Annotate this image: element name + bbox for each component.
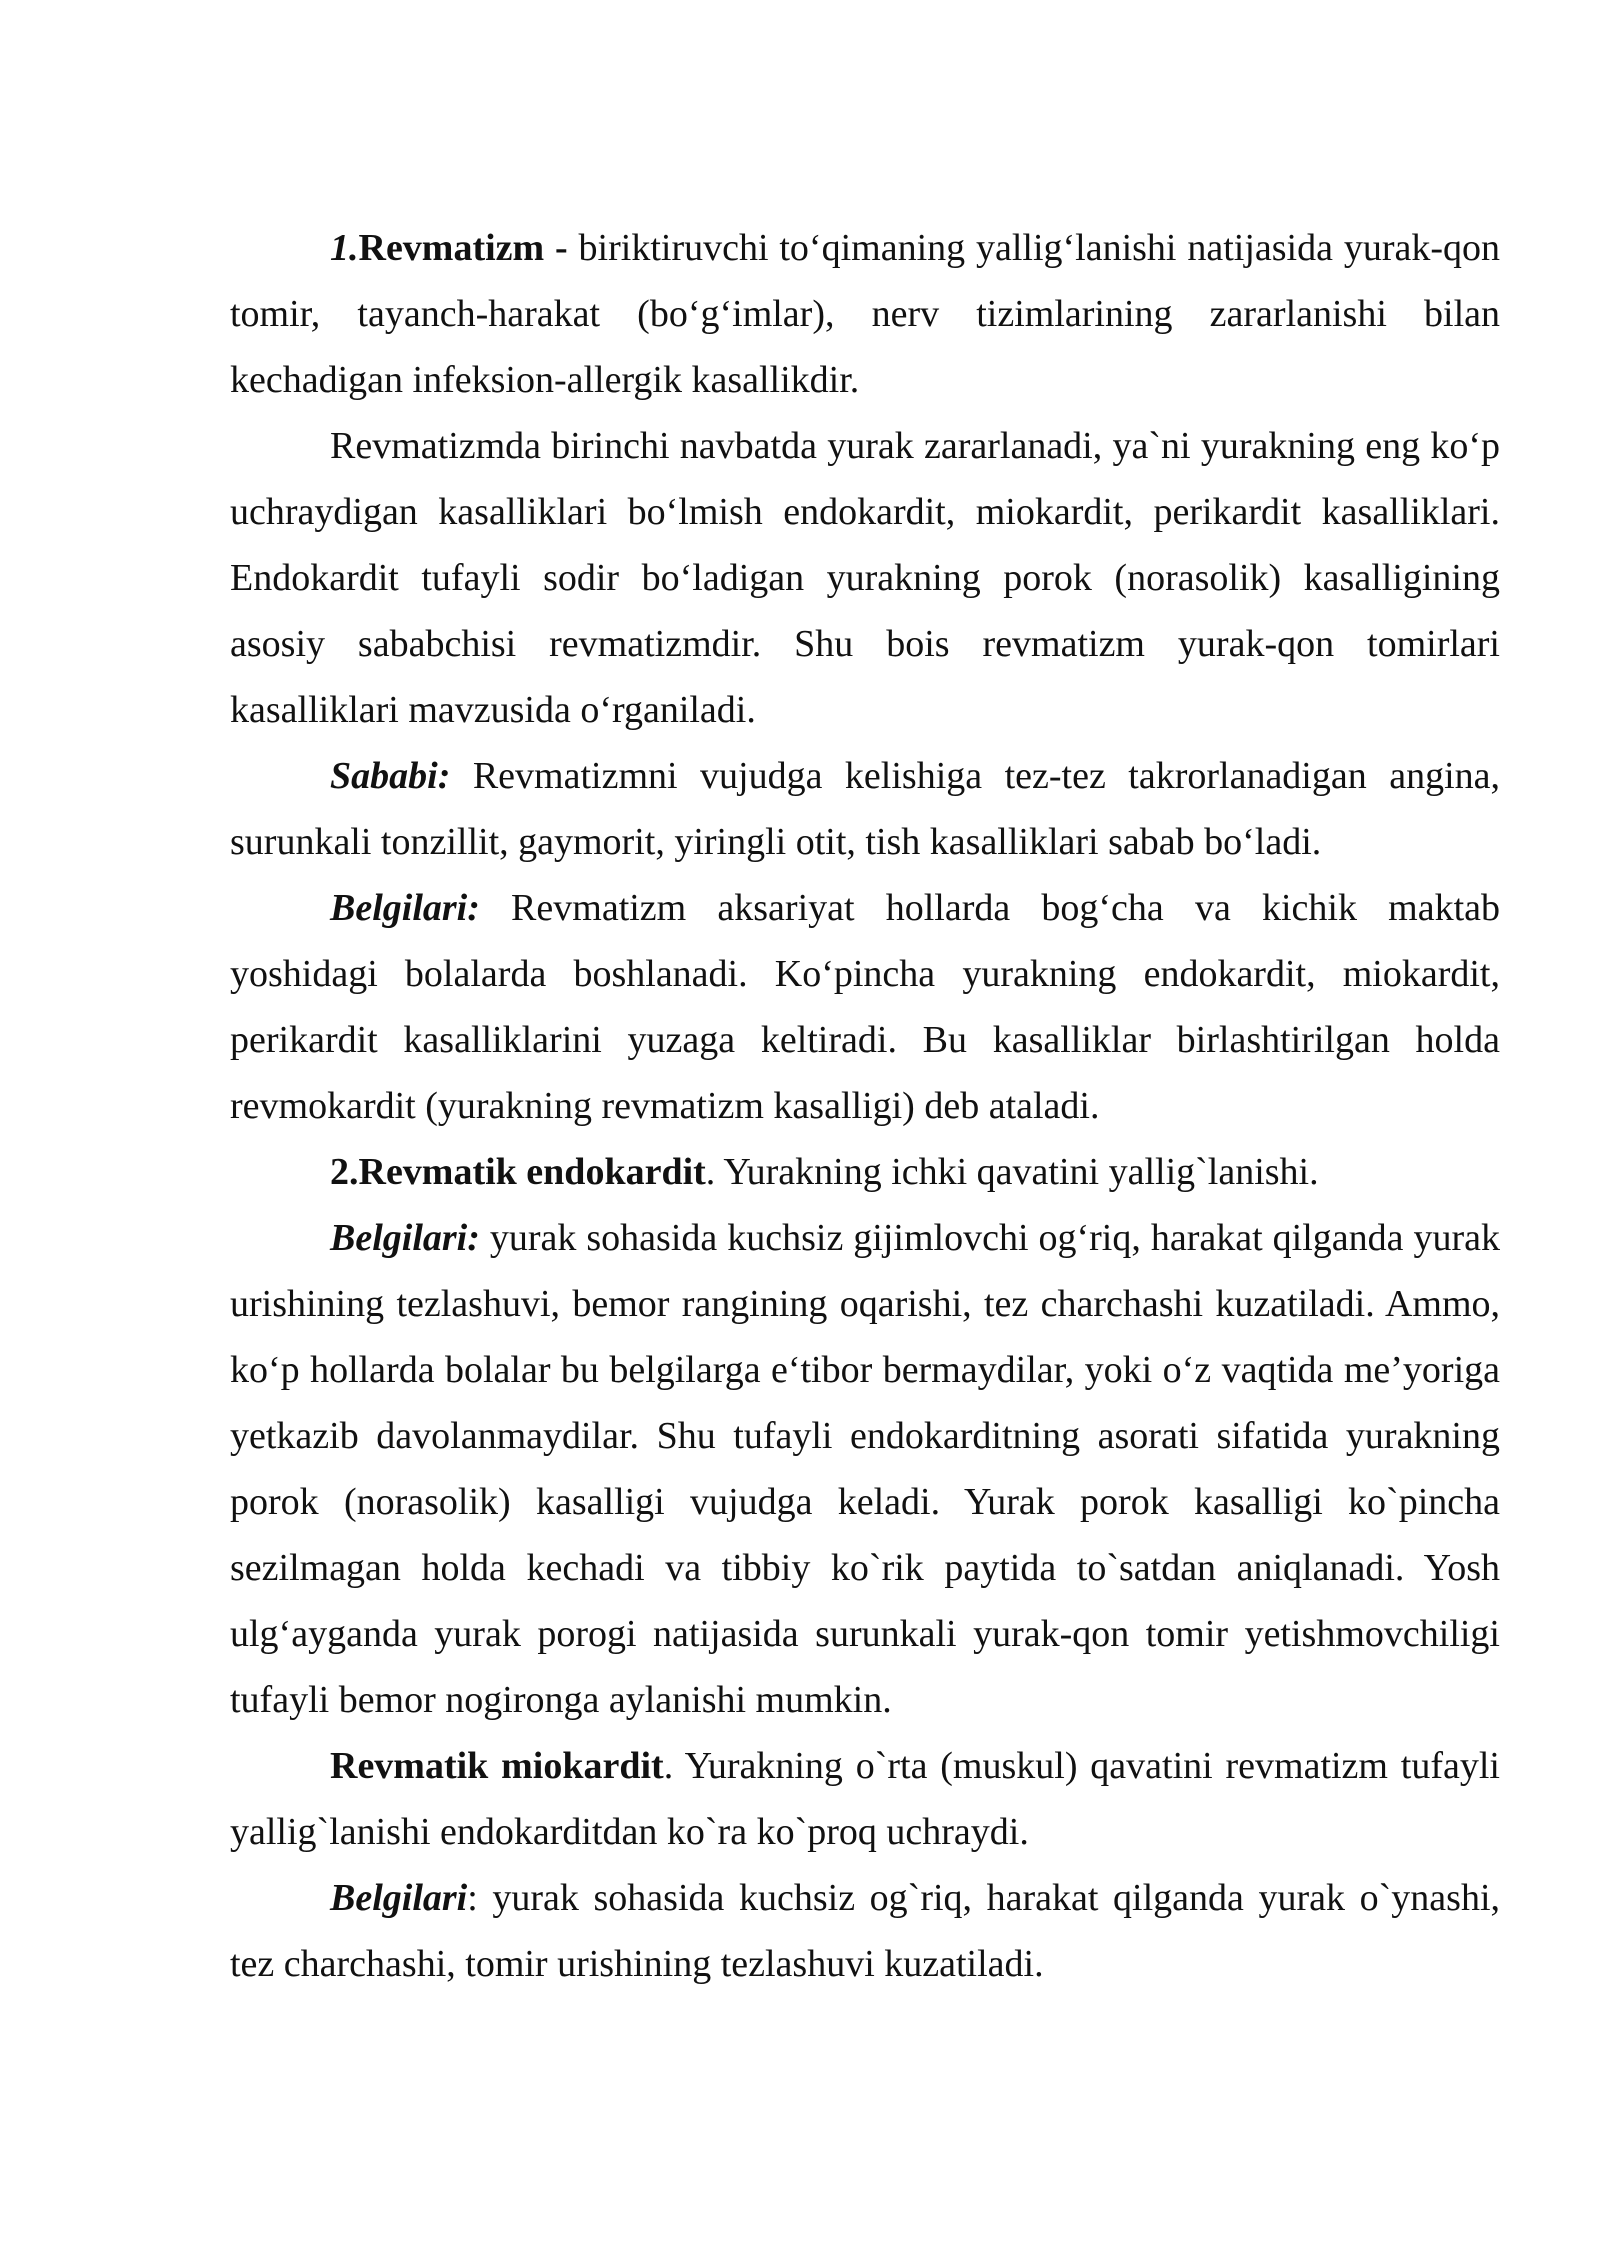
section-heading: 2.Revmatik endokardit [330, 1151, 706, 1193]
paragraph-text: Revmatizm aksariyat hollarda bog‘cha va kichik maktab yoshidagi bolalarda boshlanadi. Ko‘pincha yurakning endokardit, miokardit, perikardit kasalliklarini yuzaga keltiradi. Bu kasalliklar birlashtirilgan holda revmokardit (yurakning revmatizm kasalligi) deb ataladi. [230, 887, 1500, 1127]
paragraph-label: Belgilari [330, 1877, 468, 1919]
paragraph-belgilari-miokardit [230, 1865, 1500, 1997]
paragraph-text: biriktiruvchi to‘qimaning yallig‘lanishi natijasida yurak-qon tomir, tayanch-harakat (bo‘g‘imlar), nerv tizimlarining zararlanishi bilan kechadigan infeksion-allergik kasallikdir. [230, 227, 1500, 401]
paragraph-text: yurak sohasida kuchsiz gijimlovchi og‘riq, harakat qilganda yurak urishining tezlashuvi, bemor rangining oqarishi, tez charchashi kuzatiladi. Ammo, ko‘p hollarda bolalar bu belgilarga e‘tibor bermaydilar, yoki o‘z vaqtida me’yoriga yetkazib davolanmaydilar. Shu tufayli endokarditning asorati sifatida yurakning porok (norasolik) kasalligi vujudga keladi. Yurak porok kasalligi ko`pincha sezilmagan holda kechadi va tibbiy ko`rik paytida to`satdan aniqlanadi. Yosh ulg‘ayganda yurak porogi natijasida surunkali yurak-qon tomir yetishmovchiligi tufayli bemor nogironga aylanishi mumkin. [230, 1217, 1500, 1721]
paragraph-label: Sababi: [330, 755, 451, 797]
paragraph-belgilari-endokardit [230, 1205, 1500, 1733]
paragraph-text: . Yurakning o`rta (muskul) qavatini revmatizm tufayli yallig`lanishi endokarditdan ko`ra ko`proq uchraydi. [230, 1745, 1500, 1853]
paragraph-text: Revmatizmni vujudga kelishiga tez-tez takrorlanadigan angina, surunkali tonzillit, gaymorit, yiringli otit, tish kasalliklari sabab bo‘ladi. [230, 755, 1500, 863]
section-number: 1. [330, 227, 359, 269]
paragraph-revmatik-endokardit [230, 1139, 1500, 1205]
paragraph-revmatizm-heart [230, 413, 1500, 743]
document-page [230, 215, 1500, 1997]
paragraph-revmatik-miokardit [230, 1733, 1500, 1865]
paragraph-text: . Yurakning ichki qavatini yallig`lanishi. [705, 1151, 1319, 1193]
paragraph-belgilari-revmatizm [230, 875, 1500, 1139]
paragraph-text: Revmatizmda birinchi navbatda yurak zararlanadi, ya`ni yurakning eng ko‘p uchraydigan kasalliklari bo‘lmish endokardit, miokardit, perikardit kasalliklari. Endokardit tufayli sodir bo‘ladigan yurakning porok (norasolik) kasalligining asosiy sababchisi revmatizmdir. Shu bois revmatizm yurak-qon tomirlari kasalliklari mavzusida o‘rganiladi. [230, 425, 1500, 731]
section-title: Revmatizm - [358, 227, 568, 269]
section-heading: Revmatik miokardit [330, 1745, 664, 1787]
paragraph-sababi [230, 743, 1500, 875]
paragraph-text: : yurak sohasida kuchsiz og`riq, harakat qilganda yurak o`ynashi, tez charchashi, tomir urishining tezlashuvi kuzatiladi. [230, 1877, 1500, 1985]
paragraph-revmatizm-definition [230, 215, 1500, 413]
paragraph-label: Belgilari: [330, 887, 480, 929]
paragraph-label: Belgilari: [330, 1217, 480, 1259]
